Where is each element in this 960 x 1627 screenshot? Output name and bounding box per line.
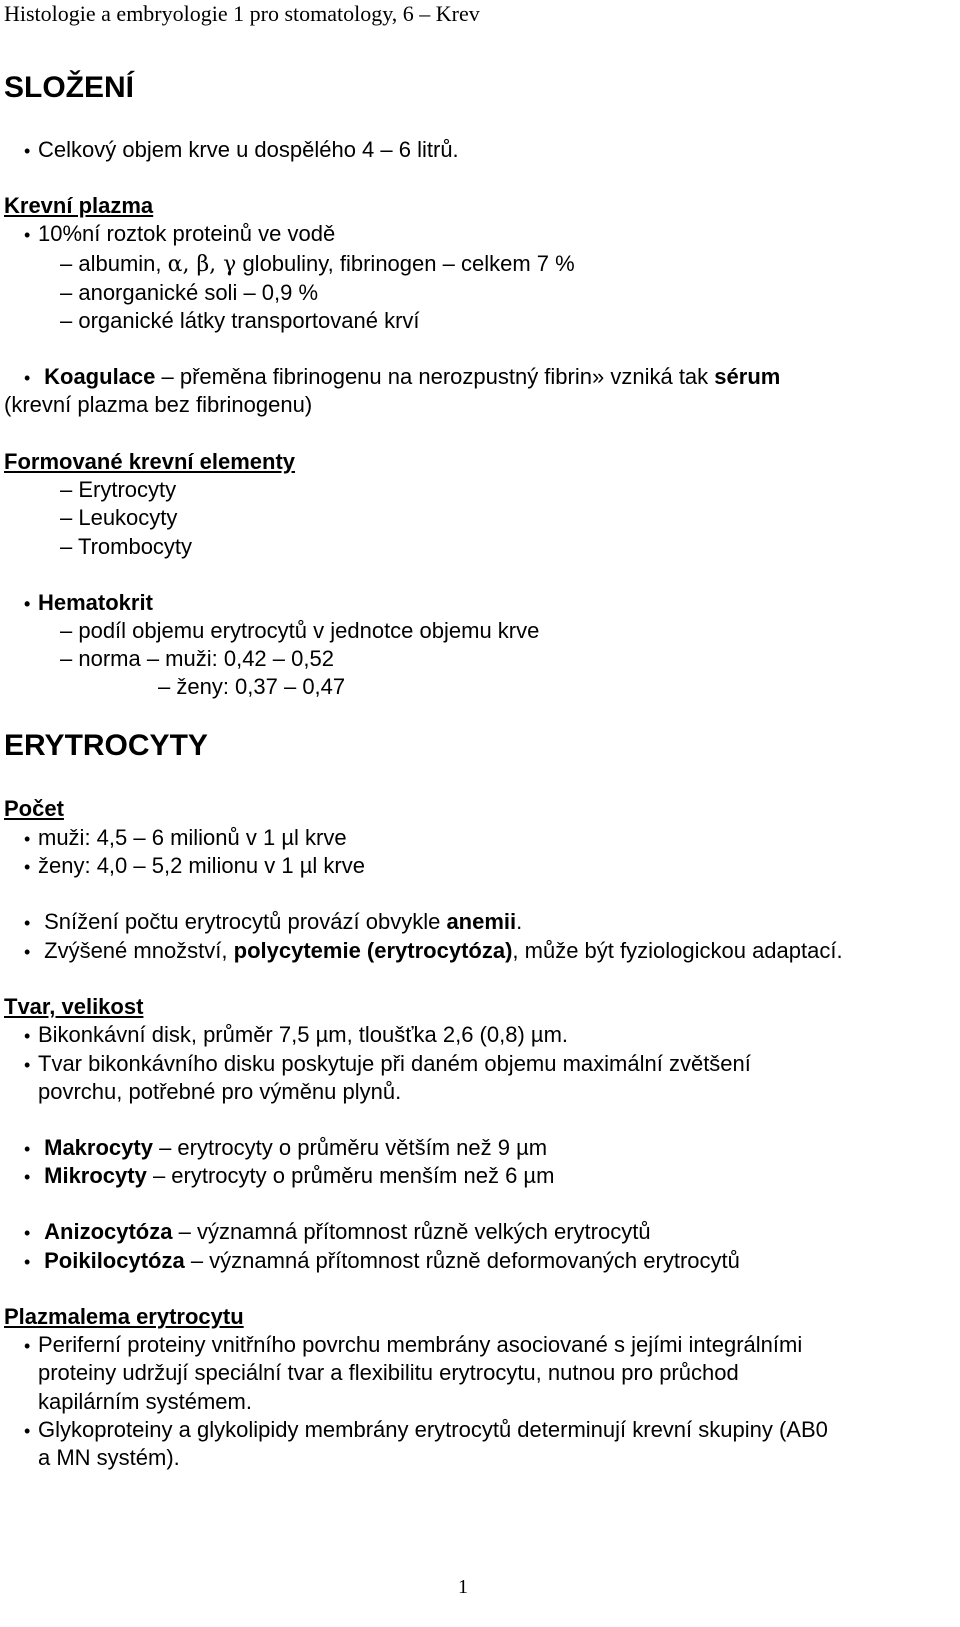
bullet-objem: • Celkový objem krve u dospělého 4 – 6 litrů. bbox=[24, 136, 459, 165]
koagulace-continuation: (krevní plazma bez fibrinogenu) bbox=[4, 392, 313, 417]
poikilocytoza-term: Poikilocytóza bbox=[44, 1248, 185, 1273]
bullet-zvyseni bbox=[24, 937, 843, 966]
bullet-pocet-muzi: • muži: 4,5 – 6 milionů v 1 µl krve bbox=[24, 824, 347, 853]
polycytemie-term: polycytemie (erytrocytóza) bbox=[233, 938, 513, 963]
bullet-periferni-proteiny: • Periferní proteiny vnitřního povrchu membrány asociované s jejími integrálními bbox=[24, 1331, 802, 1360]
bullet-pocet-zeny: • ženy: 4,0 – 5,2 milionu v 1 µl krve bbox=[24, 852, 365, 881]
greek-letters: α, β, γ bbox=[167, 252, 237, 277]
bullet-poikilocytoza bbox=[24, 1247, 740, 1276]
glykoproteiny-continuation: a MN systém). bbox=[38, 1445, 180, 1470]
bullet-bikonkavni: • Bikonkávní disk, průměr 7,5 µm, tloušťka 2,6 (0,8) µm. bbox=[24, 1021, 568, 1050]
anizocytoza-text: – významná přítomnost různě velkých erytrocytů bbox=[172, 1219, 651, 1244]
list-item-soli: – anorganické soli – 0,9 % bbox=[60, 280, 319, 305]
periferni-continuation-1: proteiny udržují speciální tvar a flexibilitu erytrocytu, nutnou pro průchod bbox=[38, 1360, 739, 1385]
bullet-hematokrit: • Hematokrit bbox=[24, 589, 153, 618]
list-item-norma-muzi: – norma – muži: 0,42 – 0,52 bbox=[60, 646, 334, 671]
mikrocyty-text: – erytrocyty o průměru menším než 6 µm bbox=[146, 1163, 555, 1188]
section-krevni-plazma: Krevní plazma bbox=[4, 193, 154, 218]
snizeni-text: Snížení počtu erytrocytů provází obvykle bbox=[44, 909, 447, 934]
koagulace-text: – přeměna fibrinogenu na nerozpustný fibrin» vzniká tak bbox=[155, 364, 715, 389]
list-item-erytrocyty: – Erytrocyty bbox=[60, 477, 177, 502]
bullet-roztok: • 10%ní roztok proteinů ve vodě bbox=[24, 220, 335, 249]
list-item-trombocyty: – Trombocyty bbox=[60, 534, 193, 559]
page-number: 1 bbox=[458, 1576, 468, 1598]
list-item-podil: – podíl objemu erytrocytů v jednotce objemu krve bbox=[60, 618, 540, 643]
zvyseni-text: Zvýšené množství, bbox=[44, 938, 234, 963]
heading-erytrocyty: ERYTROCYTY bbox=[4, 729, 208, 762]
periferni-continuation-2: kapilárním systémem. bbox=[38, 1389, 252, 1414]
makrocyty-term: Makrocyty bbox=[44, 1135, 153, 1160]
tvar-disku-continuation: povrchu, potřebné pro výměnu plynů. bbox=[38, 1079, 402, 1104]
poikilocytoza-text: – významná přítomnost různě deformovaných erytrocytů bbox=[184, 1248, 740, 1273]
makrocyty-text: – erytrocyty o průměru větším než 9 µm bbox=[152, 1135, 548, 1160]
albumin-text: – albumin, bbox=[60, 251, 168, 276]
list-item-norma-zeny: – ženy: 0,37 – 0,47 bbox=[158, 674, 346, 699]
anemie-term: anemii bbox=[446, 909, 517, 934]
serum-term: sérum bbox=[714, 364, 781, 389]
running-header: Histologie a embryologie 1 pro stomatology, 6 – Krev bbox=[4, 1, 480, 26]
section-pocet: Počet bbox=[4, 796, 64, 821]
bullet-tvar-disku: • Tvar bikonkávního disku poskytuje při daném objemu maximální zvětšení bbox=[24, 1050, 751, 1079]
list-item-leukocyty: – Leukocyty bbox=[60, 505, 178, 530]
list-item-albumin bbox=[60, 250, 575, 279]
zvyseni-end: , může být fyziologickou adaptací. bbox=[512, 938, 843, 963]
bullet-snizeni bbox=[24, 908, 522, 937]
bullet-anizocytoza bbox=[24, 1218, 651, 1247]
koagulace-term: Koagulace bbox=[44, 364, 156, 389]
anizocytoza-term: Anizocytóza bbox=[44, 1219, 173, 1244]
bullet-koagulace bbox=[24, 363, 780, 392]
bullet-glykoproteiny: • Glykoproteiny a glykolipidy membrány erytrocytů determinují krevní skupiny (AB0 bbox=[24, 1416, 828, 1445]
bullet-mikrocyty bbox=[24, 1162, 554, 1191]
snizeni-end: . bbox=[516, 909, 523, 934]
section-plazmalema: Plazmalema erytrocytu bbox=[4, 1304, 244, 1329]
heading-slozeni: SLOŽENÍ bbox=[4, 71, 135, 104]
section-tvar-velikost: Tvar, velikost bbox=[4, 994, 144, 1019]
list-item-organicke: – organické látky transportované krví bbox=[60, 308, 420, 333]
globuliny-text: globuliny, fibrinogen – celkem 7 % bbox=[236, 251, 575, 276]
section-formovane-elementy: Formované krevní elementy bbox=[4, 449, 296, 474]
bullet-makrocyty bbox=[24, 1134, 547, 1163]
mikrocyty-term: Mikrocyty bbox=[44, 1163, 147, 1188]
